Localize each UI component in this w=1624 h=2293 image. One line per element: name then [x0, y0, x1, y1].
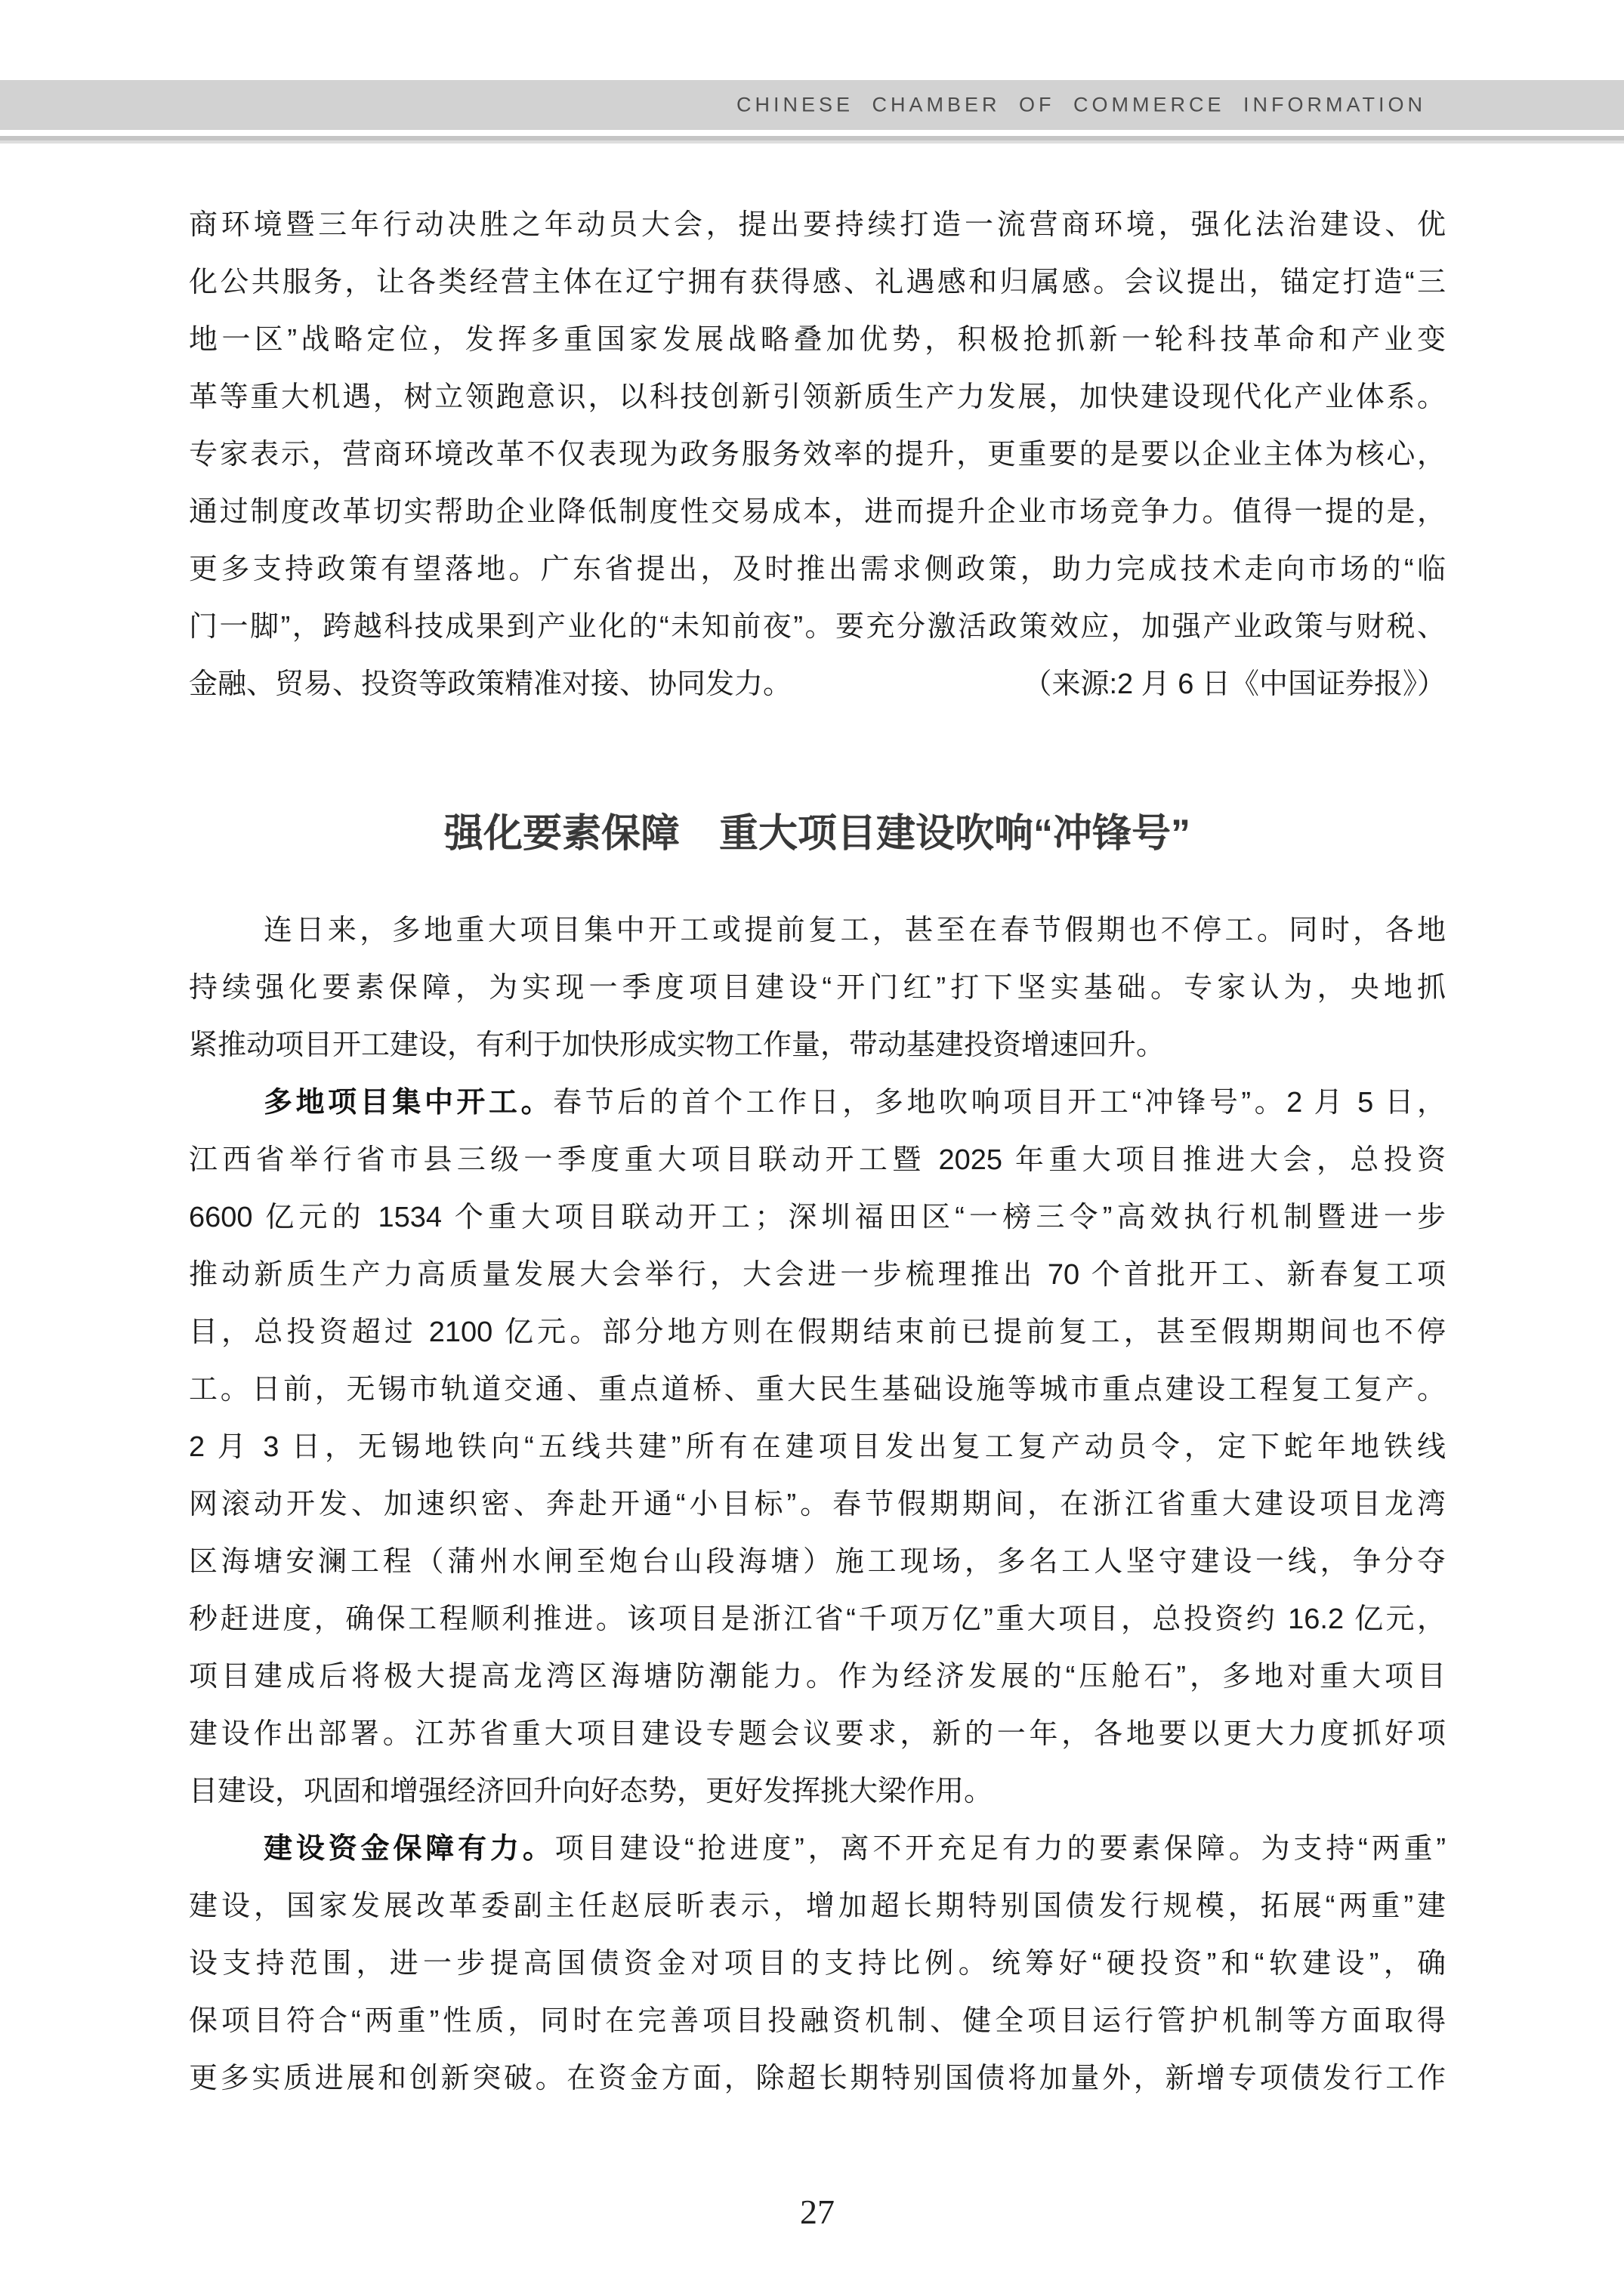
header-rule-shadow [0, 140, 1624, 144]
bold-lead: 建设资金保障有力。 [264, 1833, 555, 1865]
article-heading: 强化要素保障 重大项目建设吹响“冲锋号” [443, 812, 1190, 856]
text-line: 通过制度改革切实帮助企业降低制度性交易成本，进而提升企业市场竞争力。值得一提的是， [189, 496, 1446, 528]
closing-text: 金融、贸易、投资等政策精准对接、协同发力。 [189, 668, 792, 700]
text-line: 江西省举行省市县三级一季度重大项目联动开工暨 2025 年重大项目推进大会，总投资 [189, 1144, 1446, 1176]
text-line: 革等重大机遇，树立领跑意识，以科技创新引领新质生产力发展，加快建设现代化产业体系。 [189, 381, 1446, 413]
text-line: 目建设，巩固和增强经济回升向好态势，更好发挥挑大梁作用。 [189, 1776, 993, 1807]
header-band [0, 80, 1624, 130]
text-line: 设支持范围，进一步提高国债资金对项目的支持比例。统筹好“硬投资”和“软建设”，确 [189, 1948, 1446, 1980]
bold-lead: 多地项目集中开工。 [264, 1087, 554, 1119]
section1-closing-line [189, 656, 1446, 713]
section1-paragraph [189, 196, 1446, 656]
text-line: 保项目符合“两重”性质，同时在完善项目投融资机制、健全项目运行管护机制等方面取得 [189, 2005, 1446, 2037]
text-line: 建设作出部署。江苏省重大项目建设专题会议要求，新的一年，各地要以更大力度抓好项 [189, 1718, 1446, 1750]
text-line: 紧推动项目开工建设，有利于加快形成实物工作量，带动基建投资增速回升。 [189, 1029, 1166, 1061]
text-line: 网滚动开发、加速织密、奔赴开通“小目标”。春节假期期间，在浙江省重大建设项目龙湾 [189, 1489, 1446, 1520]
text-line: 更多支持政策有望落地。广东省提出，及时推出需求侧政策，助力完成技术走向市场的“临 [189, 554, 1446, 585]
text-line: 门一脚”，跨越科技成果到产业化的“未知前夜”。要充分激活政策效应，加强产业政策与财税、 [189, 611, 1446, 643]
text-line: 化公共服务，让各类经营主体在辽宁拥有获得感、礼遇感和归属感。会议提出，锚定打造“三 [189, 267, 1446, 298]
text-line: 多地项目集中开工。春节后的首个工作日，多地吹响项目开工“冲锋号”。2 月 5 日， [264, 1087, 1446, 1119]
source-attribution: （来源:2 月 6 日《中国证券报》） [1023, 668, 1446, 700]
article-body [189, 196, 1446, 2107]
text-line: 连日来，多地重大项目集中开工或提前复工，甚至在春节假期也不停工。同时，各地 [264, 915, 1446, 946]
text-line: 工。日前，无锡市轨道交通、重点道桥、重大民生基础设施等城市重点建设工程复工复产。 [189, 1374, 1446, 1406]
text-line: 商环境暨三年行动决胜之年动员大会，提出要持续打造一流营商环境，强化法治建设、优 [189, 209, 1446, 241]
text-line: 地一区”战略定位，发挥多重国家发展战略叠加优势，积极抢抓新一轮科技革命和产业变 [189, 324, 1446, 356]
text-line: 目，总投资超过 2100 亿元。部分地方则在假期结束前已提前复工，甚至假期期间也不停 [189, 1316, 1446, 1348]
text-line: 2 月 3 日，无锡地铁向“五线共建”所有在建项目发出复工复产动员令，定下蛇年地铁线 [189, 1431, 1446, 1463]
text-line: 区海塘安澜工程（蒲州水闸至炮台山段海塘）施工现场，多名工人坚守建设一线，争分夺 [189, 1546, 1446, 1578]
page-number: 27 [800, 2193, 835, 2231]
text-line: 专家表示，营商环境改革不仅表现为政务服务效率的提升，更重要的是要以企业主体为核心， [189, 439, 1446, 471]
text-line: 推动新质生产力高质量发展大会举行，大会进一步梳理推出 70 个首批开工、新春复工项 [189, 1259, 1446, 1291]
text-line: 更多实质进展和创新突破。在资金方面，除超长期特别国债将加量外，新增专项债发行工作 [189, 2063, 1446, 2094]
text-line: 建设资金保障有力。项目建设“抢进度”，离不开充足有力的要素保障。为支持“两重” [264, 1833, 1446, 1865]
section2-paragraphs [189, 902, 1446, 2107]
header-band-title: CHINESE CHAMBER OF COMMERCE INFORMATION [736, 93, 1426, 116]
text-line: 6600 亿元的 1534 个重大项目联动开工；深圳福田区“一榜三令”高效执行机制暨进一步 [189, 1202, 1446, 1233]
text-line: 建设，国家发展改革委副主任赵辰昕表示，增加超长期特别国债发行规模，拓展“两重”建 [189, 1890, 1446, 1922]
text-line: 秒赶进度，确保工程顺利推进。该项目是浙江省“千项万亿”重大项目，总投资约 16.2 亿元， [189, 1603, 1446, 1635]
text-line: 项目建成后将极大提高龙湾区海塘防潮能力。作为经济发展的“压舱石”，多地对重大项目 [189, 1661, 1446, 1693]
text-line: 持续强化要素保障，为实现一季度项目建设“开门红”打下坚实基础。专家认为，央地抓 [189, 972, 1446, 1004]
